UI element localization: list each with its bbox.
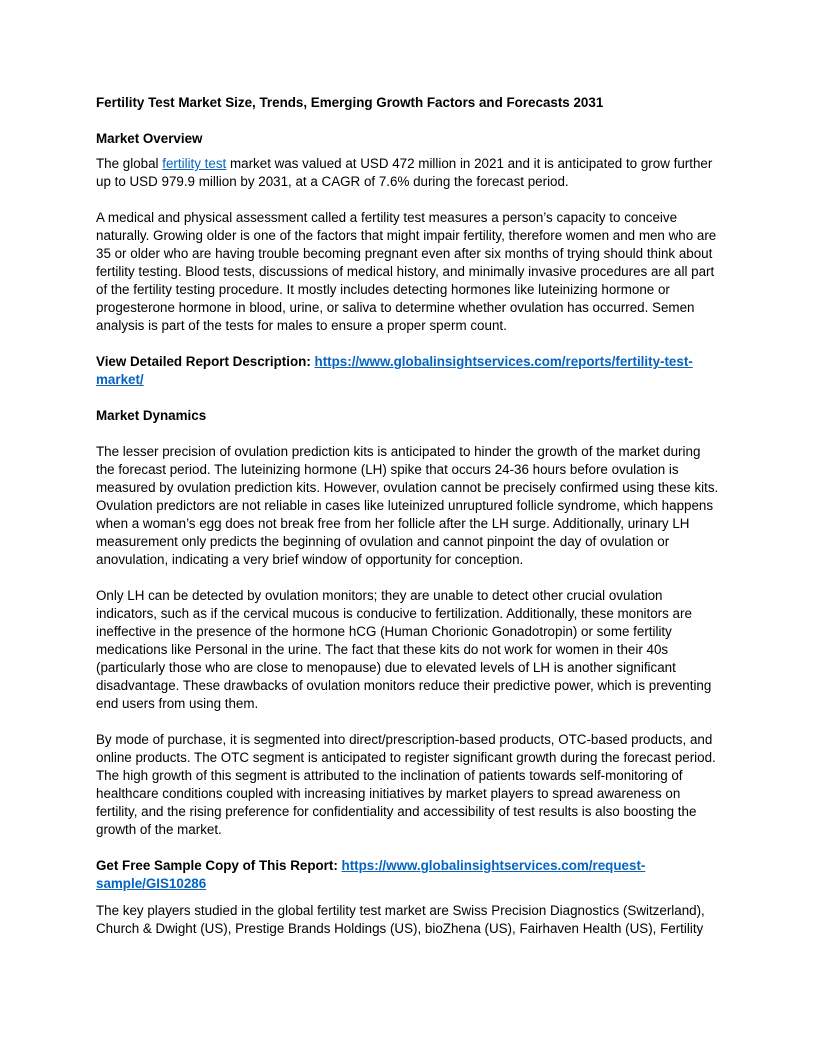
market-overview-heading: Market Overview bbox=[96, 131, 203, 146]
market-dynamics-heading: Market Dynamics bbox=[96, 408, 207, 423]
overview-paragraph-1 bbox=[96, 155, 720, 191]
dynamics-paragraph-3: By mode of purchase, it is segmented into direct/prescription-based products, OTC-based products, and online products. The OTC segment is anticipated to register significant growth during the forecast period. The high growth of this segment is attributed to the inclination of patients towards self-monitoring of healthcare conditions coupled with increasing initiatives by market players to spread awareness on fertility, and the rising preference for confidentiality and accessibility of test results is also boosting the growth of the market. bbox=[96, 732, 716, 837]
document-page bbox=[96, 94, 720, 956]
report-description-label: View Detailed Report Description: bbox=[96, 354, 315, 369]
report-description-line bbox=[96, 353, 720, 389]
overview-p1-before: The global bbox=[96, 156, 163, 171]
document-title: Fertility Test Market Size, Trends, Emerging Growth Factors and Forecasts 2031 bbox=[96, 95, 604, 110]
overview-p1-after: market was valued at USD 472 million in 2021 and it is anticipated to grow further up to USD 979.9 million by 2031, at a CAGR of 7.6% during the forecast period. bbox=[96, 156, 713, 189]
fertility-test-link[interactable]: fertility test bbox=[162, 156, 227, 171]
overview-paragraph-2: A medical and physical assessment called a fertility test measures a person’s capacity to conceive naturally. Growing older is one of the factors that might impair fertility, therefore women and men who are 35 or older who are having trouble becoming pregnant even after six months of trying should think about fertility testing. Blood tests, discussions of medical history, and minimally invasive procedures are all part of the fertility testing procedure. It mostly includes detecting hormones like luteinizing hormone or progesterone hormone in blood, urine, or saliva to determine whether ovulation has occurred. Semen analysis is part of the tests for males to ensure a proper sperm count. bbox=[96, 210, 717, 333]
sample-copy-link[interactable]: https://www.globalinsightservices.com/request-sample/GIS10286 bbox=[96, 858, 646, 891]
sample-copy-line bbox=[96, 857, 720, 893]
key-players-paragraph: The key players studied in the global fertility test market are Swiss Precision Diagnostics (Switzerland), Church & Dwight (US), Prestige Brands Holdings (US), bioZhena (US), Fairhaven Health (US), Fertility bbox=[96, 903, 705, 936]
dynamics-paragraph-1: The lesser precision of ovulation prediction kits is anticipated to hinder the growth of the market during the forecast period. The luteinizing hormone (LH) spike that occurs 24-36 hours before ovulation is measured by ovulation prediction kits. However, ovulation cannot be precisely confirmed using these kits. Ovulation predictors are not reliable in cases like luteinized unruptured follicle syndrome, which happens when a woman’s egg does not break free from her follicle after the LH surge. Additionally, urinary LH measurement only predicts the beginning of ovulation and cannot pinpoint the day of ovulation or anovulation, indicating a very brief window of opportunity for conception. bbox=[96, 444, 719, 567]
dynamics-paragraph-2: Only LH can be detected by ovulation monitors; they are unable to detect other crucial ovulation indicators, such as if the cervical mucous is conducive to fertilization. Additionally, these monitors are ineffective in the presence of the hormone hCG (Human Chorionic Gonadotropin) or some fertility medications like Personal in the urine. The fact that these kits do not work for women in their 40s (particularly those who are close to menopause) due to elevated levels of LH is another significant disadvantage. These drawbacks of ovulation monitors reduce their predictive power, which is preventing end users from using them. bbox=[96, 588, 712, 711]
sample-copy-label: Get Free Sample Copy of This Report: bbox=[96, 858, 342, 873]
report-description-link[interactable]: https://www.globalinsightservices.com/reports/fertility-test-market/ bbox=[96, 354, 693, 387]
